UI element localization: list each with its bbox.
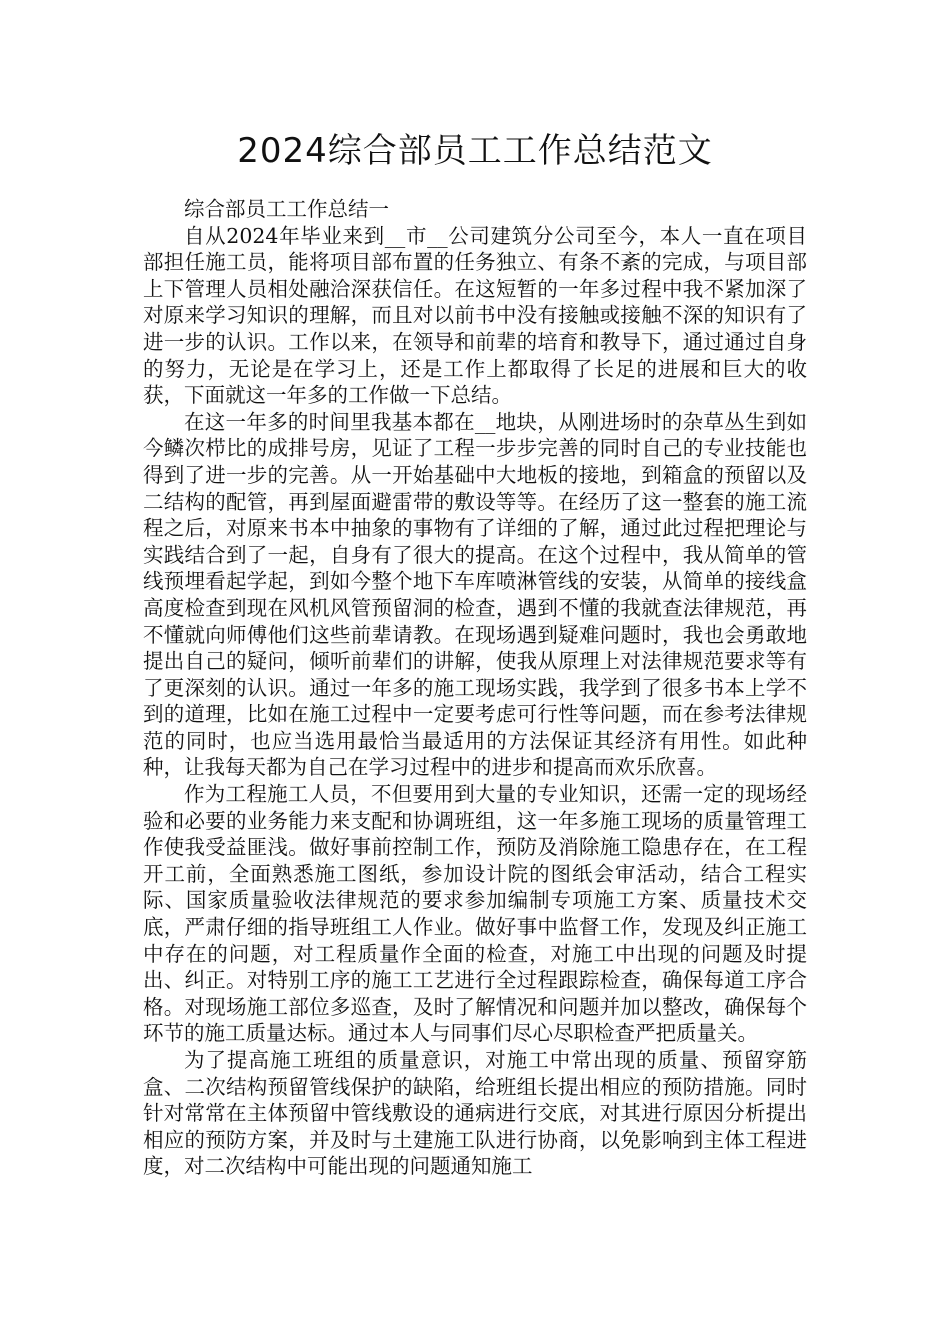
paragraph-4: 为了提高施工班组的质量意识，对施工中常出现的质量、预留穿筋盒、二次结构预留管线保护的缺陷，给班组长提出相应的预防措施。同时针对常常在主体预留中管线敷设的通病进行交底，对其进行原因分析提出相应的预防方案，并及时与土建施工队进行协商，以免影响到主体工程进度，对二次结构中可能出现的问题通知施工 [143,1048,807,1179]
document-body [143,196,807,1180]
paragraph-2: 在这一年多的时间里我基本都在__地块，从刚进场时的杂草丛生到如今鳞次栉比的成排号房，见证了工程一步步完善的同时自己的专业技能也得到了进一步的完善。从一开始基础中大地板的接地，到箱盒的预留以及二结构的配管，再到屋面避雷带的敷设等等。在经历了这一整套的施工流程之后，对原来书本中抽象的事物有了详细的了解，通过此过程把理论与实践结合到了一起，自身有了很大的提高。在这个过程中，我从简单的管线预埋看起学起，到如今整个地下车库喷淋管线的安装，从简单的接线盒高度检查到现在风机风管预留洞的检查，遇到不懂的我就查法律规范，再不懂就向师傅他们这些前辈请教。在现场遇到疑难问题时，我也会勇敢地提出自己的疑问，倾听前辈们的讲解，使我从原理上对法律规范要求等有了更深刻的认识。通过一年多的施工现场实践，我学到了很多书本上学不到的道理，比如在施工过程中一定要考虑可行性等问题，而在参考法律规范的同时，也应当选用最恰当最适用的方法保证其经济有用性。如此种种，让我每天都为自己在学习过程中的进步和提高而欢乐欣喜。 [143,409,807,780]
section-subtitle: 综合部员工工作总结一 [184,197,389,221]
document-title: 2024综合部员工工作总结范文 [237,131,713,171]
paragraph-1: 自从2024年毕业来到__市__公司建筑分公司至今，本人一直在项目部担任施工员，能将项目部布置的任务独立、有条不紊的完成，与项目部上下管理人员相处融洽深获信任。在这短暂的一年多过程中我不紧加深了对原来学习知识的理解，而且对以前书中没有接触或接触不深的知识有了进一步的认识。工作以来，在领导和前辈的培育和教导下，通过通过自身的努力，无论是在学习上，还是工作上都取得了长足的进展和巨大的收获，下面就这一年多的工作做一下总结。 [143,223,807,408]
paragraph-3: 作为工程施工人员，不但要用到大量的专业知识，还需一定的现场经验和必要的业务能力来支配和协调班组，这一年多施工现场的质量管理工作使我受益匪浅。做好事前控制工作，预防及消除施工隐患存在，在工程开工前，全面熟悉施工图纸，参加设计院的图纸会审活动，结合工程实际、国家质量验收法律规范的要求参加编制专项施工方案、质量技术交底，严肃仔细的指导班组工人作业。做好事中监督工作，发现及纠正施工中存在的问题，对工程质量作全面的检查，对施工中出现的问题及时提出、纠正。对特别工序的施工工艺进行全过程跟踪检查，确保每道工序合格。对现场施工部位多巡查，及时了解情况和问题并加以整改，确保每个环节的施工质量达标。通过本人与同事们尽心尽职检查严把质量关。 [143,782,807,1046]
